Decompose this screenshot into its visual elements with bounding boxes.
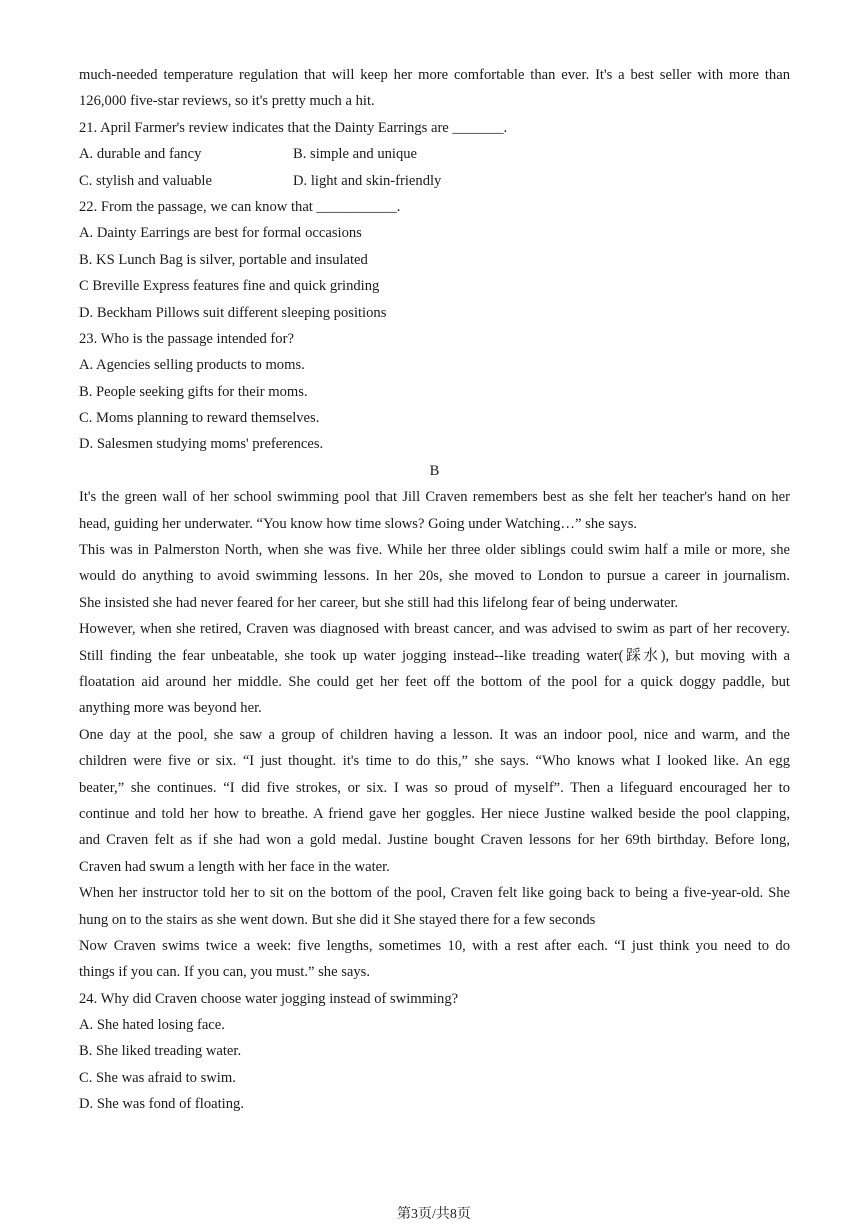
- passage-b-line: anything more was beyond her.: [79, 700, 262, 717]
- passage-a-line: much-needed temperature regulation that will keep her more comfortable than ever. It's a best seller with more than: [79, 67, 790, 83]
- section-b-heading: B: [429, 462, 440, 479]
- question-24-stem: 24. Why did Craven choose water jogging instead of swimming?: [79, 990, 459, 1007]
- option-d: D. Beckham Pillows suit different sleeping positions: [79, 304, 387, 321]
- option-d: D. Salesmen studying moms' preferences.: [79, 436, 324, 453]
- passage-b-line: and Craven felt as if she had won a gold medal. Justine bought Craven lessons for her 69th birthday. Before long,: [79, 832, 790, 849]
- passage-b-line: floatation aid around her middle. She could get her feet off the bottom of the pool for a quick doggy paddle, but: [79, 673, 790, 690]
- passage-b-line: She insisted she had never feared for her career, but she still had this lifelong fear of being underwater.: [79, 594, 679, 611]
- option-c: C. stylish and valuable: [79, 172, 212, 189]
- option-a: A. Dainty Earrings are best for formal occasions: [79, 225, 362, 242]
- passage-b-line: beater,” she continues. “I did five strokes, or six. I was so proud of myself”. Then a lifeguard encouraged her to: [79, 779, 790, 796]
- passage-b-line: Still finding the fear unbeatable, she took up water jogging instead--like treading water(踩水), but moving with a: [79, 647, 790, 664]
- option-a: A. durable and fancy: [79, 146, 202, 163]
- option-c: C. Moms planning to reward themselves.: [79, 410, 320, 427]
- page-number-footer: 第3页/共8页: [397, 1207, 471, 1222]
- question-23-stem: 23. Who is the passage intended for?: [79, 330, 294, 347]
- option-c: C Breville Express features fine and quick grinding: [79, 278, 380, 295]
- passage-b-line: However, when she retired, Craven was diagnosed with breast cancer, and was advised to swim as part of her recovery.: [79, 621, 790, 638]
- question-21-stem: 21. April Farmer's review indicates that the Dainty Earrings are _______.: [79, 119, 508, 136]
- option-d: D. She was fond of floating.: [79, 1096, 244, 1113]
- question-22-stem: 22. From the passage, we can know that ___________.: [79, 198, 401, 215]
- option-c: C. She was afraid to swim.: [79, 1069, 236, 1086]
- option-a: A. Agencies selling products to moms.: [79, 357, 305, 374]
- question-21-options-row-1: [79, 141, 790, 167]
- passage-b-line: Craven had swum a length with her face in the water.: [79, 858, 390, 875]
- option-b: B. KS Lunch Bag is silver, portable and insulated: [79, 251, 368, 268]
- passage-b-line: things if you can. If you can, you must.” she says.: [79, 964, 371, 981]
- passage-b-line: One day at the pool, she saw a group of children having a lesson. It was an indoor pool, nice and warm, and the: [79, 726, 790, 743]
- option-d: D. light and skin-friendly: [293, 172, 442, 189]
- passage-b-line: Now Craven swims twice a week: five lengths, sometimes 10, with a rest after each. “I just think you need to do: [79, 937, 790, 954]
- passage-a-line: 126,000 five-star reviews, so it's pretty much a hit.: [79, 93, 375, 110]
- passage-b-line: When her instructor told her to sit on the bottom of the pool, Craven felt like going back to being a five-year-old. She: [79, 885, 790, 902]
- option-b: B. simple and unique: [293, 146, 418, 163]
- page-content: [79, 62, 790, 1118]
- question-21-options-row-2: [79, 168, 790, 194]
- passage-b-line: head, guiding her underwater. “You know how time slows? Going under Watching…” she says.: [79, 515, 638, 532]
- passage-b-line: This was in Palmerston North, when she was five. While her three older siblings could swim half a mile or more, she: [79, 542, 790, 559]
- passage-b-line: continue and told her how to breathe. A friend gave her goggles. Her niece Justine walked beside the pool clapping,: [79, 805, 790, 822]
- passage-b-line: It's the green wall of her school swimming pool that Jill Craven remembers best as she felt her teacher's hand on her: [79, 489, 790, 506]
- option-b: B. People seeking gifts for their moms.: [79, 383, 308, 400]
- option-a: A. She hated losing face.: [79, 1017, 225, 1034]
- passage-b-line: would do anything to avoid swimming lessons. In her 20s, she moved to London to pursue a career in journalism.: [79, 568, 790, 585]
- passage-b-line: children were five or six. “I just thought. it's time to do this,” she says. “Who knows what I looked like. An egg: [79, 753, 790, 770]
- option-b: B. She liked treading water.: [79, 1043, 242, 1060]
- passage-b-line: hung on to the stairs as she went down. But she did it She stayed there for a few seconds: [79, 911, 596, 928]
